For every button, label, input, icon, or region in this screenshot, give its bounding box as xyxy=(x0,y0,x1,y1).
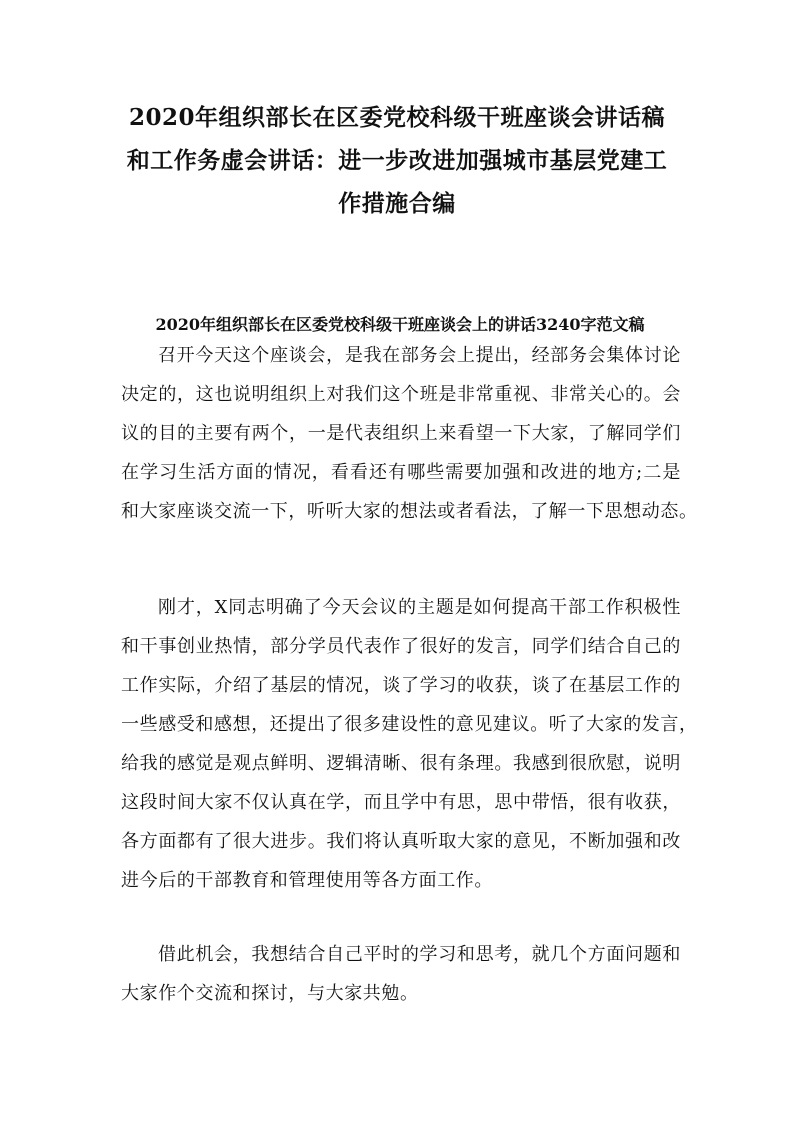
paragraph-line: 和大家座谈交流一下，听听大家的想法或者看法，了解一下思想动态。 xyxy=(121,501,698,522)
section-heading: 2020年组织部长在区委党校科级干班座谈会上的讲话3240字范文稿 xyxy=(155,315,645,334)
title-line: 作措施合编 xyxy=(338,190,456,217)
title-line: 2020年组织部长在区委党校科级干班座谈会讲话稿 xyxy=(128,104,665,131)
paragraph-line: 在学习生活方面的情况，看看还有哪些需要加强和改进的地方;二是 xyxy=(121,462,681,483)
paragraph-line: 给我的感觉是观点鲜明、逻辑清晰、很有条理。我感到很欣慰，说明 xyxy=(121,753,681,774)
paragraph-line: 召开今天这个座谈会，是我在部务会上提出，经部务会集体讨论 xyxy=(158,345,681,366)
title-line: 和工作务虚会讲话：进一步改进加强城市基层党建工 xyxy=(126,147,668,174)
paragraph-line: 刚才，X同志明确了今天会议的主题是如何提高干部工作积极性 xyxy=(158,597,681,618)
paragraph-line: 工作实际，介绍了基层的情况，谈了学习的收获，谈了在基层工作的 xyxy=(121,675,681,696)
paragraph-line: 借此机会，我想结合自己平时的学习和思考，就几个方面问题和 xyxy=(158,944,681,965)
document-title xyxy=(110,96,684,225)
paragraph-line: 决定的，这也说明组织上对我们这个班是非常重视、非常关心的。会 xyxy=(121,384,681,405)
paragraph-line: 议的目的主要有两个，一是代表组织上来看望一下大家，了解同学们 xyxy=(121,423,681,444)
paragraph-line: 这段时间大家不仅认真在学，而且学中有思，思中带悟，很有收获， xyxy=(121,792,681,813)
paragraph-line: 进今后的干部教育和管理使用等各方面工作。 xyxy=(121,870,493,891)
paragraph-line: 各方面都有了很大进步。我们将认真听取大家的意见，不断加强和改 xyxy=(121,831,681,852)
paragraph-line: 一些感受和感想，还提出了很多建设性的意见建议。听了大家的发言， xyxy=(121,714,698,735)
paragraph-line: 和干事创业热情，部分学员代表作了很好的发言，同学们结合自己的 xyxy=(121,636,681,657)
paragraph-line: 大家作个交流和探讨，与大家共勉。 xyxy=(121,983,419,1004)
